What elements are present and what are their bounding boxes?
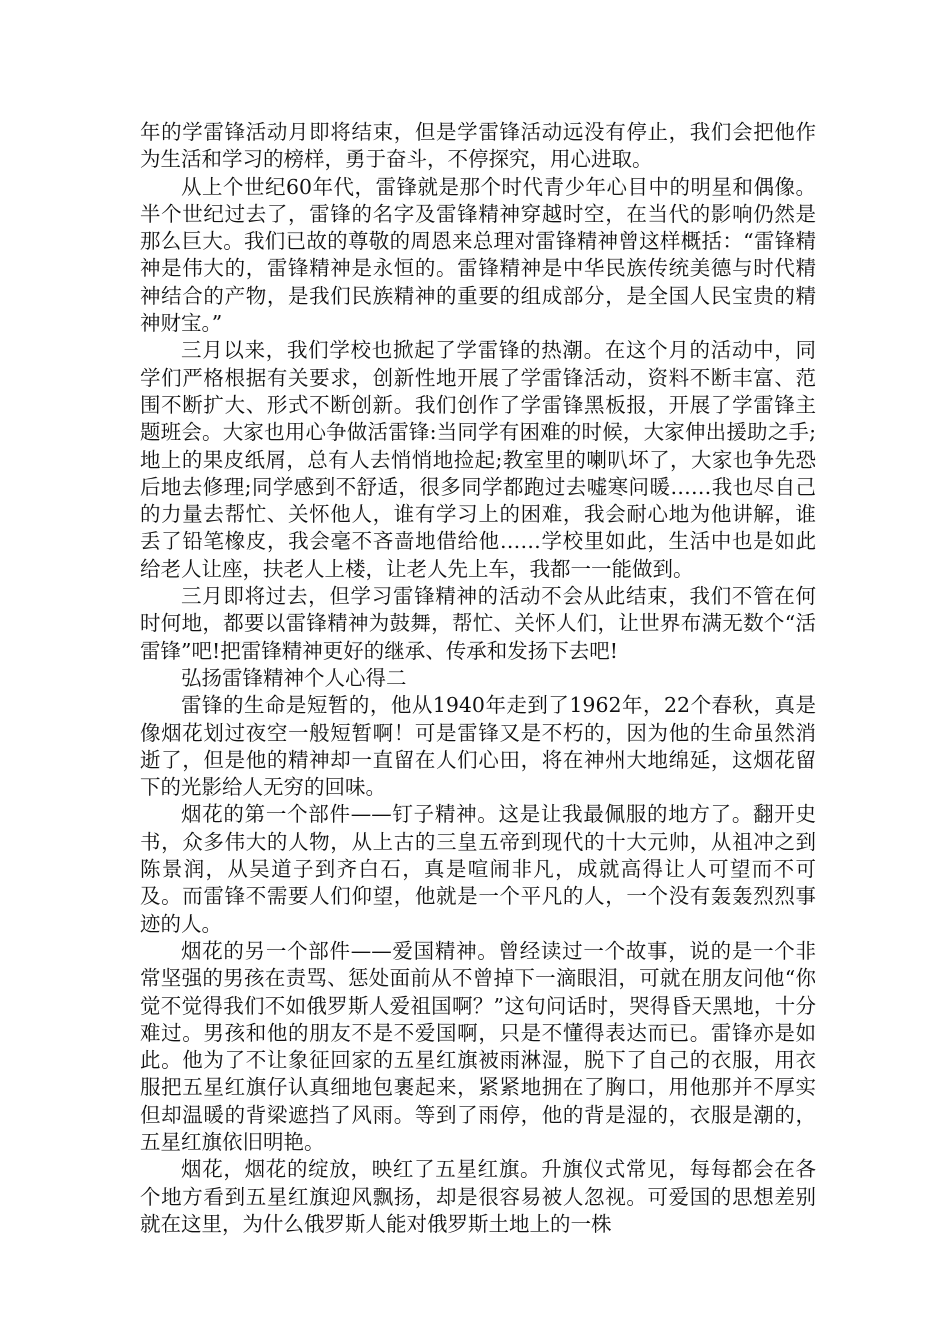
paragraph-3: 三月以来，我们学校也掀起了学雷锋的热潮。在这个月的活动中，同学们严格根据有关要求，创新性地开展了学雷锋活动，资料不断丰富、范围不断扩大、形式不断创新。我们创作了学雷锋黑板报，开展了学雷锋主题班会。大家也用心争做活雷锋:当同学有困难的时候，大家伸出援助之手;地上的果皮纸屑，总有人去悄悄地捡起;教室里的喇叭坏了，大家也争先恐后地去修理;同学感到不舒适，很多同学都跑过去嘘寒问暖……我也尽自己的力量去帮忙、关怀他人，谁有学习上的困难，我会耐心地为他讲解，谁丢了铅笔橡皮，我会毫不吝啬地借给他……学校里如此，生活中也是如此给老人让座，扶老人上楼，让老人先上车，我都一一能做到。	[140, 338, 816, 581]
paragraph-1: 年的学雷锋活动月即将结束，但是学雷锋活动远没有停止，我们会把他作为生活和学习的榜样，勇于奋斗，不停探究，用心进取。	[140, 120, 816, 172]
document-page	[140, 119, 816, 1238]
paragraph-8: 烟花，烟花的绽放，映红了五星红旗。升旗仪式常见，每每都会在各个地方看到五星红旗迎风飘扬，却是很容易被人忽视。可爱国的思想差别就在这里，为什么俄罗斯人能对俄罗斯土地上的一株	[140, 1157, 816, 1236]
paragraph-5: 雷锋的生命是短暂的，他从1940年走到了1962年，22个春秋，真是像烟花划过夜空一般短暂啊！可是雷锋又是不朽的，因为他的生命虽然消逝了，但是他的精神却一直留在人们心田，将在神州大地绵延，这烟花留下的光影给人无穷的回味。	[140, 693, 816, 800]
section-heading: 弘扬雷锋精神个人心得二	[181, 665, 407, 690]
paragraph-7: 烟花的另一个部件——爱国精神。曾经读过一个故事，说的是一个非常坚强的男孩在责骂、惩处面前从不曾掉下一滴眼泪，可就在朋友问他“你觉不觉得我们不如俄罗斯人爱祖国啊？”这句问话时，哭得昏天黑地，十分难过。男孩和他的朋友不是不爱国啊，只是不懂得表达而已。雷锋亦是如此。他为了不让象征回家的五星红旗被雨淋湿，脱下了自己的衣服，用衣服把五星红旗仔认真细地包裹起来，紧紧地拥在了胸口，用他那并不厚实但却温暖的背梁遮挡了风雨。等到了雨停，他的背是湿的，衣服是潮的，五星红旗依旧明艳。	[140, 938, 816, 1154]
paragraph-4: 三月即将过去，但学习雷锋精神的活动不会从此结束，我们不管在何时何地，都要以雷锋精神为鼓舞，帮忙、关怀人们，让世界布满无数个“活雷锋”吧!把雷锋精神更好的继承、传承和发扬下去吧!	[140, 584, 816, 663]
paragraph-6: 烟花的第一个部件——钉子精神。这是让我最佩服的地方了。翻开史书，众多伟大的人物，从上古的三皇五帝到现代的十大元帅，从祖冲之到陈景润，从吴道子到齐白石，真是喧闹非凡，成就高得让人可望而不可及。而雷锋不需要人们仰望，他就是一个平凡的人，一个没有轰轰烈烈事迹的人。	[140, 802, 816, 936]
paragraph-2: 从上个世纪60年代，雷锋就是那个时代青少年心目中的明星和偶像。半个世纪过去了，雷锋的名字及雷锋精神穿越时空，在当代的影响仍然是那么巨大。我们已故的尊敬的周恩来总理对雷锋精神曾这样概括：“雷锋精神是伟大的，雷锋精神是永恒的。雷锋精神是中华民族传统美德与时代精神结合的产物，是我们民族精神的重要的组成部分，是全国人民宝贵的精神财宝。”	[140, 174, 816, 336]
